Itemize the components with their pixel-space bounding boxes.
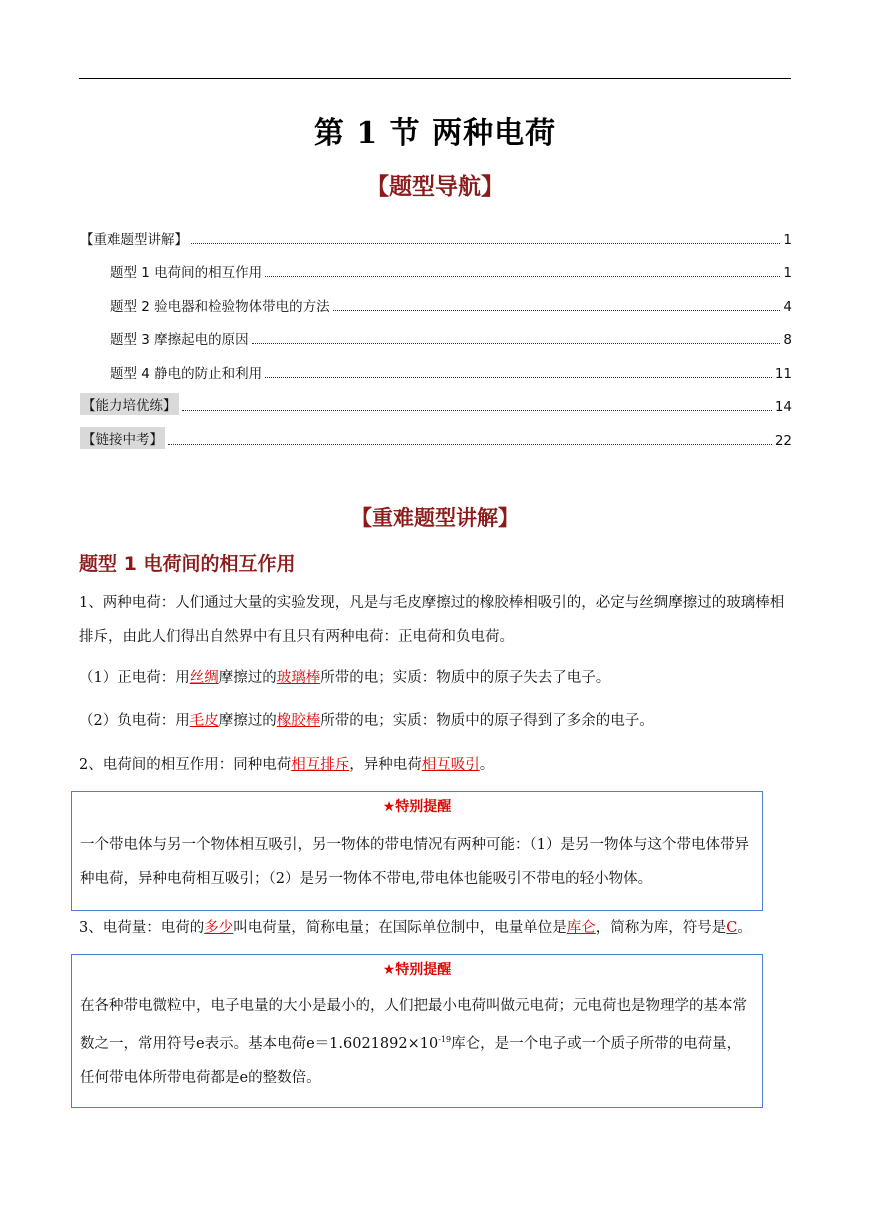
toc-entry-page: 1 [783,265,792,281]
toc-leader [252,343,781,344]
toc-entry[interactable] [80,315,792,349]
toc-leader [168,444,772,445]
toc-leader [191,243,780,244]
text: 库仑，是一个电子或一个质子所带的电荷量，任何带电体所带电荷都是e的整数倍。 [80,1035,742,1086]
reminder-title: ★特别提醒 [382,799,452,815]
key-term: 多少 [204,920,234,936]
toc-entry-label: 题型 2 验电器和检验物体带电的方法 [110,298,330,315]
toc-entry-label: 题型 4 静电的防止和利用 [110,365,263,382]
key-term: 相互排斥 [291,757,350,773]
toc-entry-page: 14 [774,399,792,415]
key-term: C [726,920,738,936]
text: 2、电荷间的相互作用：同种电荷 [79,757,292,773]
toc-entry-page: 8 [783,332,792,348]
toc-entry-page: 22 [774,432,792,449]
exponent: -19 [438,1035,452,1044]
toc-leader [333,310,781,311]
paragraph-two-charges: 1、两种电荷：人们通过大量的实验发现，凡是与毛皮摩擦过的橡胶棒相吸引的，必定与丝绸摩擦过的玻璃棒相排斥，由此人们得出自然界中有且只有两种电荷：正电荷和负电荷。 [79,595,785,645]
text: （2）负电荷：用 [79,713,190,729]
text: 所带的电；实质：物质中的原子得到了多余的电子。 [320,713,654,729]
text: 3、电荷量：电荷的 [79,920,205,936]
toc-entry-page: 4 [783,298,792,315]
text: 。 [479,757,495,773]
text: 叫电荷量，简称电量；在国际单位制中，电量单位是 [233,920,567,936]
toc-entry-label: 题型 1 电荷间的相互作用 [110,265,263,281]
key-term: 相互吸引 [421,757,480,773]
toc-entry-page: 1 [783,231,792,248]
text: 在各种带电微粒中，电子电量的大小是最小的，人们把最小电荷叫做元电荷；元电荷也是物理学的基本常数之一，常用符号e表示。基本电荷e＝1.6021892×10 [80,998,747,1052]
toc-entry[interactable] [80,248,792,282]
toc-entry-label: 【能力培优练】 [80,393,179,415]
text: 所带的电；实质：物质中的原子失去了电子。 [320,670,611,686]
section-heading: 【重难题型讲解】 [351,505,519,530]
paragraph-charge-quantity [79,911,791,945]
toc-entry[interactable] [80,348,792,382]
paragraph-positive-charge [79,661,791,695]
toc-entry-label: 题型 3 摩擦起电的原因 [110,332,249,348]
key-term: 丝绸 [189,670,219,686]
text: （1）正电荷：用 [79,670,190,686]
toc-heading: 【题型导航】 [366,173,504,200]
topic-heading: 题型 1 电荷间的相互作用 [79,553,296,575]
toc-entry-page: 11 [774,365,792,382]
text: ，异种电荷 [349,757,422,773]
table-of-contents [80,214,792,449]
paragraph-negative-charge [79,704,791,738]
toc-entry[interactable] [80,415,792,449]
toc-entry[interactable] [80,281,792,315]
key-term: 毛皮 [189,713,219,729]
reminder-title: ★特别提醒 [382,962,452,978]
reminder-box [71,954,763,1108]
paragraph-interaction [79,748,791,782]
key-term: 橡胶棒 [276,713,321,729]
reminder-text: 一个带电体与另一个物体相互吸引，另一物体的带电情况有两种可能：（1）是另一物体与这个带电体带异种电荷，异种电荷相互吸引；（2）是另一物体不带电,带电体也能吸引不带电的轻小物体。 [80,837,749,887]
text: 摩擦过的 [218,670,277,686]
reminder-box [71,791,763,911]
header-rule [79,78,791,79]
page-title: 第 1 节 两种电荷 [313,116,557,151]
text: 。 [737,920,752,936]
reminder-text [72,989,762,1095]
toc-leader [182,410,772,411]
toc-leader [265,377,772,378]
text: ，简称为库，符号是 [595,920,727,936]
text: 摩擦过的 [218,713,277,729]
toc-leader [265,276,780,277]
toc-entry-label: 【链接中考】 [80,427,165,449]
toc-entry[interactable] [80,214,792,248]
key-term: 玻璃棒 [276,670,321,686]
toc-entry[interactable] [80,382,792,416]
key-term: 库仑 [566,920,596,936]
toc-entry-label: 【重难题型讲解】 [80,231,188,248]
